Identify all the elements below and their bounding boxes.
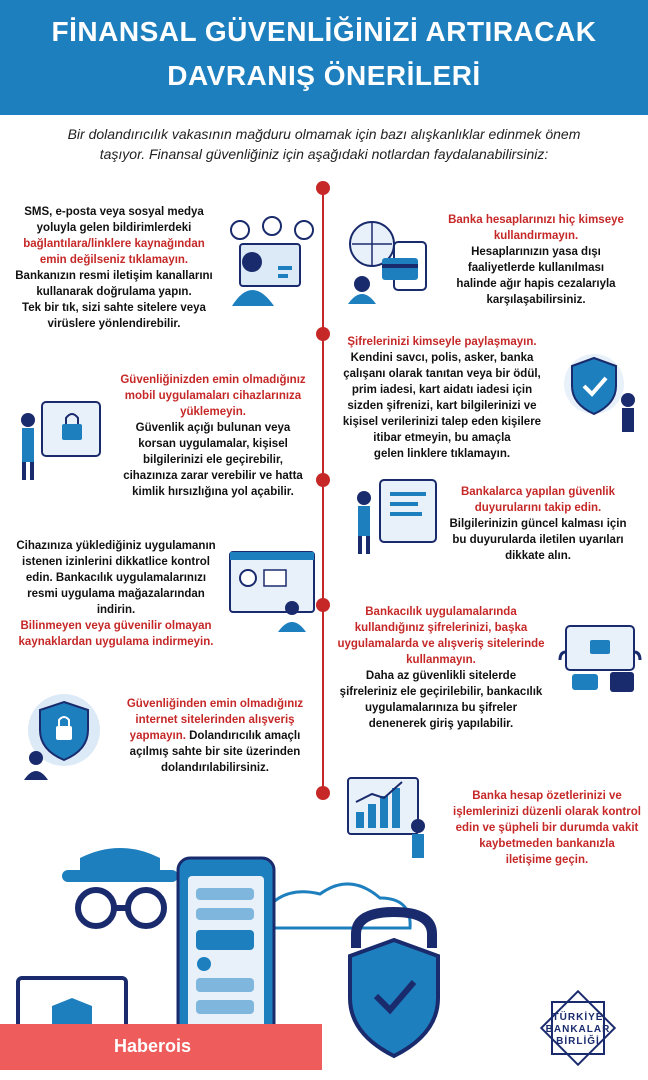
mobile-lock-illustration [12,394,108,484]
header-banner [0,0,648,115]
hacker-headset-illustration [556,612,644,698]
tip-unsafe-shopping: Güvenliğinden emin olmadığınız internet sitelerinden alışveriş yapmayın. Dolandırıcılık amaçlı açılmış sahte bir site üzerinden dolandırılabilirsiniz. [126,698,304,774]
source-label: Haberois [114,1036,192,1056]
title-line-2: DAVRANIŞ ÖNERİLERİ [167,60,481,91]
announcement-illustration [350,476,446,558]
intro-text: Bir dolandırıcılık vakasının mağduru olmamak için bazı alışkanlıklar edinmek önem taşıyor. Finansal güvenliğiniz için aşağıdaki notlardan faydalanabilirsiniz: [67,126,581,162]
timeline-dot [316,598,330,612]
tip-check-statements: Banka hesap özetlerinizi ve işlemlerinizi düzenli olarak kontrol edin ve şüpheli bir durumda vakit kaybetmeden bankanızla iletişime geçin. [453,790,641,866]
title-line-1: FİNANSAL GÜVENLİĞİNİZİ ARTIRACAK [51,16,597,47]
tip-app-permissions: Cihazınıza yüklediğiniz uygulamanın istenen izinlerini dikkatlice kontrol edin. Bankacılık uygulamalarınızı resmi uygulama mağazalarından indirin. Bilinmeyen veya güvenilir olmayan kaynaklardan uygulama indirmeyin. [16,540,216,648]
shield-check-illustration [546,344,642,436]
tip-password-reuse: Bankacılık uygulamalarında kullandığınız şifrelerinizi, başka uygulamalarda ve alışveriş sitelerinde kullanmayın. Daha az güvenlikli sitelerde şifreleriniz ele geçirilebilir, bankacılık uygulamalarınıza bu şifreler denenerek giriş yapılabilir. [337,606,545,730]
app-window-illustration [226,546,318,634]
tip-security-announcements: Bankalarca yapılan güvenlik duyurularını takip edin. Bilgilerinizin güncel kalması için bu duyurularda iletilen uyarıları dikkate alın. [449,486,627,562]
timeline-line [322,186,324,792]
source-banner [0,1024,322,1070]
timeline-dot [316,327,330,341]
timeline-dot [316,786,330,800]
tip-password-sharing: Şifrelerinizi kimseyle paylaşmayın. Kendini savcı, polis, asker, banka çalışanı olarak tanıtan veya bir ödül, prim iadesi, kart aidatı iadesi için sizden şifrenizi, kart bilgilerinizi ve kişisel verilerinizi talep eden kişilere itibar etmeyin, bu amaçla gelen linklere tıklamayın. [342,336,542,460]
tip-untrusted-apps: Güvenliğinizden emin olmadığınız mobil uygulamaları cihazlarınıza yüklemeyin. Güvenlik açığı bulunan veya korsan uygulamalar, kişisel bilgilerinizi ele geçirebilir, cihazınıza zarar verebilir ve hatta kimlik hırsızlığına yol açabilir. [120,374,306,498]
online-shopping-illustration [14,686,110,782]
tip-link-warning: SMS, e-posta veya sosyal medya yoluyla gelen bildirimlerdeki bağlantılara/linklere kaynağından emin değilseniz tıklamayın. Bankanızın resmi iletişim kanallarını kullanarak doğrulama yapın. Tek bir tık, sizi sahte sitelere veya virüslere yönlendirebilir. [15,206,213,330]
timeline-dot [316,181,330,195]
social-media-illustration [222,214,318,310]
bank-card-illustration [342,218,434,304]
timeline-dot [316,473,330,487]
tbb-logo: TÜRKİYE BANKALAR BİRLİĞİ [540,988,616,1068]
tip-account-lending: Banka hesaplarınızı hiç kimseye kullandırmayın. Hesaplarınızın yasa dışı faaliyetlerde kullanılması halinde ağır hapis cezalarıyla karşılaşabilirsiniz. [448,214,624,306]
